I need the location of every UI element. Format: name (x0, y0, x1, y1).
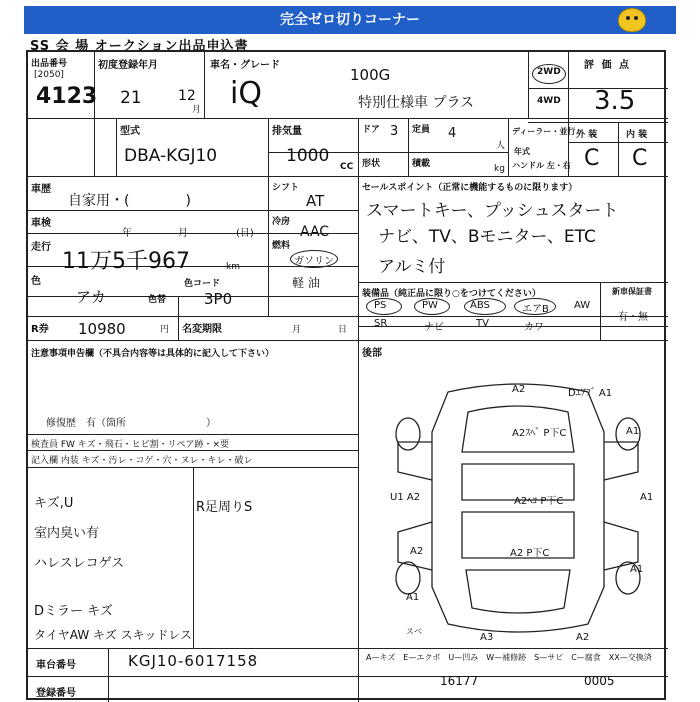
mileage-label: 走行 (31, 242, 51, 253)
notes-label: 注意事項申告欄（不具合内容等は具体的に記入して下さい） (31, 349, 275, 359)
damage-mark: A2 (410, 546, 424, 557)
mascot-right-icon (618, 8, 646, 32)
damage-mark: A2ｽﾍﾞ P下C (512, 428, 567, 439)
inspector-note: キズ,U (34, 496, 74, 511)
handle-label: ハンドル 左・右 (512, 161, 571, 170)
interior-label: 内 装 (626, 130, 648, 140)
damage-mark: U1 A2 (390, 492, 421, 503)
car-name-label: 車名・グレード (210, 60, 280, 71)
history-value: 自家用・( ) (68, 193, 191, 209)
recycle-label: R券 (31, 324, 49, 335)
score-label: 評 価 点 (584, 60, 631, 71)
interior-grade: C (632, 146, 648, 171)
car-name: iQ (230, 76, 262, 111)
grade-line2: 特別仕様車 プラス (358, 95, 475, 111)
chassis-label: 車台番号 (36, 660, 76, 671)
score-value: 3.5 (594, 86, 636, 116)
displacement-unit: CC (340, 162, 354, 172)
registered-label: 登録番号 (36, 688, 76, 699)
displacement-label: 排気量 (272, 126, 302, 137)
damage-legend: A—キズ E—エクボ U—凹み W—補修跡 S—サビ C—腐食 XX—交換済 (366, 653, 652, 662)
fuel-gas: ガソリン (294, 256, 334, 267)
doors-label: ドア (362, 125, 380, 135)
color-code: 3P0 (204, 290, 233, 308)
equip-ps: PS (374, 300, 387, 311)
history-label: 車歴 (31, 184, 51, 195)
equip-airbag: エアB (522, 304, 549, 315)
equip-aw: AW (574, 300, 591, 311)
equip-abs: ABS (470, 300, 490, 311)
inspection-year-label: 年 (122, 228, 132, 239)
mileage-unit: km (226, 262, 240, 272)
exterior-label: 外 装 (576, 130, 598, 140)
capacity-value: 4 (448, 126, 457, 141)
repair-history: 修復歴 有（箇所 ） (46, 418, 216, 429)
inspector-note: ハレスレコゲス (34, 556, 125, 571)
model-label: 型式 (120, 126, 140, 137)
inspector-note: Dミラー キズ (34, 604, 113, 619)
bottom-right-value: 0005 (584, 674, 615, 688)
damage-mark: A1 (640, 492, 654, 503)
load-label: 積載 (412, 159, 431, 169)
capacity-label: 定員 (412, 125, 431, 135)
damage-mark: A3 (480, 632, 494, 643)
new-warranty-label: 新車保証書 (612, 287, 652, 296)
damage-mark: Dｴｱﾌﾞ A1 (568, 388, 613, 399)
capacity-unit: 人 (496, 141, 506, 151)
damage-mark: A2 (512, 384, 526, 395)
displacement-value: 1000 (286, 146, 330, 166)
name-change-label: 名変期限 (182, 324, 222, 335)
damage-mark: スベ (406, 627, 422, 636)
color-tone-label: 色替 (148, 295, 167, 305)
inspection-day-label: (日) (236, 228, 254, 239)
inspector-note: タイヤAW キズ スキッドレス (34, 628, 192, 642)
model-value: DBA-KGJ10 (124, 146, 218, 166)
damage-mark: A2 (576, 632, 590, 643)
damage-mark: A2ﾍｺ P下C (514, 496, 564, 507)
fuel-label: 燃料 (272, 241, 291, 251)
lot-sub-number: [2050] (34, 70, 64, 80)
recycle-unit: 円 (160, 325, 170, 335)
form-header: SS 会 場 オークション出品申込書 (30, 39, 249, 54)
registration-month: 12 (178, 88, 196, 104)
mileage-value: 11万5千967 (62, 249, 190, 274)
auction-sheet (26, 50, 666, 700)
grade-line1: 100G (350, 66, 391, 84)
equip-sr: SR (374, 318, 388, 329)
name-change-day: 日 (338, 325, 348, 335)
inspector-interior-row: 記入欄 内装 キズ・汚レ・コゲ・穴・ヌレ・キレ・破レ (31, 456, 253, 466)
new-warranty-value: 有・無 (618, 312, 648, 323)
shift-value: AT (306, 192, 325, 210)
color-value: アカ (76, 288, 106, 306)
sales-point-line: ナビ、TV、Bモニター、ETC (378, 227, 596, 247)
damage-mark: A1 (630, 564, 644, 575)
aircon-label: 冷房 (272, 217, 291, 227)
doors-value: 3 (390, 124, 399, 139)
sales-point-line: スマートキー、プッシュスタート (366, 201, 619, 221)
inspection-label: 車検 (31, 218, 51, 229)
inspector-note: 室内臭い有 (34, 526, 100, 541)
aircon-value: AAC (300, 224, 330, 240)
registration-label: 初度登録年月 (98, 60, 158, 71)
name-change-month: 月 (292, 325, 302, 335)
inspector-fw-row: 検査員 FW キズ・飛石・ヒビ割・リペア跡・×要 (31, 440, 229, 450)
bottom-left-value: 16177 (440, 674, 479, 688)
equip-leather: カワ (524, 322, 544, 333)
color-code-label: 色コード (184, 279, 221, 289)
year-label: 年式 (514, 147, 530, 156)
exterior-grade: C (584, 146, 600, 171)
inspector-note-right: R足周りS (196, 500, 253, 515)
sales-points-label: セールスポイント（正常に機能するものに限ります） (362, 183, 578, 193)
damage-mark: A1 (626, 426, 640, 437)
lot-label: 出品番号 (31, 59, 68, 69)
equip-navi: ナビ (424, 322, 444, 333)
registration-month-unit: 月 (192, 105, 202, 115)
lot-number: 4123 (36, 84, 98, 109)
shift-label: シフト (272, 183, 300, 193)
chassis-value: KGJ10-6017158 (128, 652, 259, 670)
registration-year: 21 (120, 88, 142, 108)
equip-tv: TV (476, 318, 489, 329)
dealer-label: ディーラー・並行 (512, 127, 576, 136)
load-unit: kg (494, 164, 505, 174)
inspection-month-label: 月 (178, 228, 188, 239)
drive-2wd: 2WD (537, 67, 561, 77)
damage-mark: A2 P下C (510, 548, 550, 559)
equipment-label: 装備品（純正品に限り○をつけてください） (362, 289, 541, 299)
rear-label: 後部 (362, 348, 382, 359)
equip-pw: PW (422, 300, 438, 311)
banner (24, 6, 676, 34)
color-label: 色 (31, 276, 41, 287)
damage-mark: A1 (406, 592, 420, 603)
drive-4wd: 4WD (537, 96, 561, 106)
recycle-value: 10980 (78, 320, 126, 338)
damage-diagram (378, 372, 658, 644)
shape-label: 形状 (362, 159, 381, 169)
banner-text: 完全ゼロ切りコーナー (280, 12, 420, 28)
sales-point-line: アルミ付 (378, 257, 446, 277)
fuel-diesel: 軽 油 (292, 276, 320, 290)
